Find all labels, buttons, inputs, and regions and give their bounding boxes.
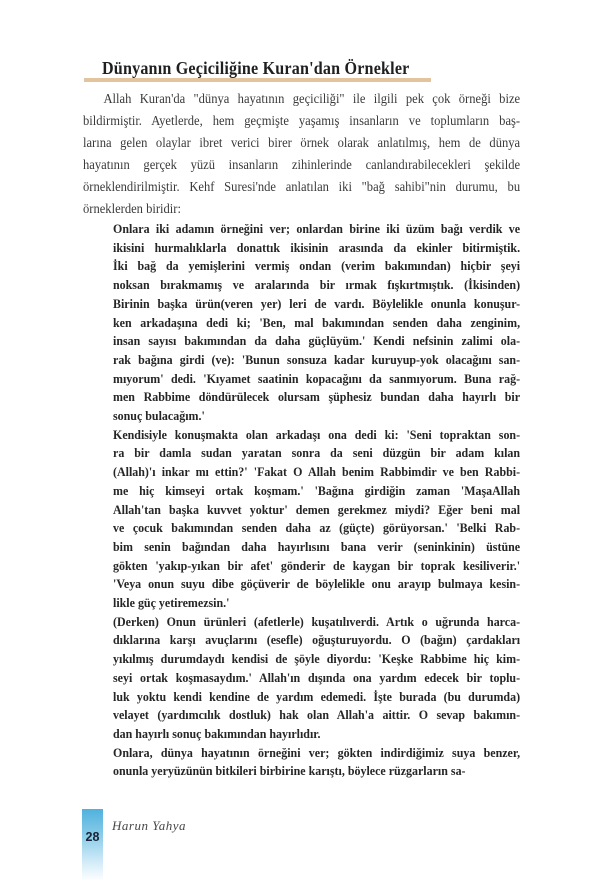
text-line: seyi ortak koşmasaydım.' Allah'ın dışında ona yardım edecek bir toplu- <box>113 669 521 685</box>
text-line: ve çocuk bakımından senden daha az (güçte) görüyorsan.' 'Belki Rab- <box>113 520 521 536</box>
quote-paragraph <box>113 613 520 744</box>
text-line: ikisini hurmalıklarla donattık ikisinin arasında da ekinler bitirmiştik. <box>113 239 521 255</box>
text-line: gökten 'yakıp-yıkan bir afet' gönderir de kaygan bir toprak kesiliverir.' <box>113 557 521 573</box>
text-line: hayatının gerçek yüzü insanların zihinlerinde canlandırabilecekleri şekilde <box>83 157 521 172</box>
text-line: onunla yeryüzünün bitkileri birbirine karıştı, böylece rüzgarların sa- <box>113 763 466 779</box>
text-line: noksan bırakmamış ve aralarında bir ırmak fışkırtmıştık. (İkisinden) <box>113 277 521 293</box>
text-line: ken arkadaşına dedi ki; 'Ben, mal bakımından senden daha zenginim, <box>113 314 521 330</box>
text-line: Kendisiyle konuşmakta olan arkadaşı ona dedi ki: 'Seni topraktan son- <box>113 426 521 442</box>
page-number: 28 <box>85 830 100 844</box>
text-line: sonuç bulacağım.' <box>113 408 205 424</box>
text-line: (Derken) Onun ürünleri (afetlerle) kuşatılıverdi. Artık o uğrunda harca- <box>113 613 521 629</box>
text-line: Onlara, dünya hayatının örneğini ver; gökten indirdiğimiz suya benzer, <box>113 744 521 760</box>
quote-paragraph <box>113 220 520 426</box>
heading-underline <box>84 78 431 82</box>
page-title: Dünyanın Geçiciliğine Kuran'dan Örnekler <box>102 58 410 78</box>
text-line: likle güç yetiremezsin.' <box>113 595 230 611</box>
text-line: luk yoktu kendi kendine de yardım edemedi. İşte burada (bu durumda) <box>113 688 521 704</box>
text-line: yıkılmış durumdaydı kendisi de şöyle diyordu: 'Keşke Rabbime hiç kim- <box>113 651 521 667</box>
quote-paragraph <box>113 426 520 613</box>
page-number-strip <box>82 809 103 881</box>
running-footer-author: Harun Yahya <box>112 818 187 833</box>
quote-paragraph <box>113 744 520 781</box>
text-line: rak bağına girdi (ve): 'Bunun sonsuza kadar kuruyup-yok olacağını san- <box>113 351 521 367</box>
text-line: (Allah)'ı inkar mı ettin?' 'Fakat O Allah benim Rabbimdir ve ben Rabbi- <box>113 464 521 480</box>
intro-paragraph <box>83 88 520 220</box>
text-line: bim senin bağından daha hayırlısını bana verir (seninkinin) üstüne <box>113 538 521 554</box>
text-line: Birinin başka ürün(veren yer) leri de vardı. Böylelikle onunla konuşur- <box>113 295 521 311</box>
text-line: örneklerden biridir: <box>83 201 181 216</box>
text-line: velayet (yardımcılık dostluk) hak olan Allah'a aittir. O sevap bakımın- <box>113 707 521 723</box>
text-line: bildirmiştir. Ayetlerde, hem geçmişte yaşamış insanların ve toplumların baş- <box>83 113 521 128</box>
text-line: 'Veya onun suyu dibe göçüverir de böylelikle onu arayıp bulmaya kesin- <box>113 576 521 592</box>
text-line: insan sayısı bakımından da daha güçlüyüm.' Kendi nefsinin zalimi ola- <box>113 333 521 349</box>
text-line: ra bir damla sudan yaratan sonra da seni düzgün bir adam kılan <box>113 445 521 461</box>
text-line: örneklendirilmiştir. Kehf Suresi'nde anlatılan iki "bağ sahibi"nin durumu, bu <box>83 179 521 194</box>
text-line: dıklarına karşı avuçlarını (esefle) oğuşturuyordu. O (bağın) çardakları <box>113 632 521 648</box>
text-line: men Rabbime döndürülecek olursam şüphesiz bundan daha hayırlı bir <box>113 389 521 405</box>
text-line: Allah Kuran'da "dünya hayatının geçiciliği" ile ilgili pek çok örneği bize <box>103 91 521 106</box>
text-line: dan hayırlı sonuç bakımından hayırlıdır. <box>113 725 321 741</box>
text-line: Onlara iki adamın örneğini ver; onlardan birine iki üzüm bağı verdik ve <box>113 221 521 236</box>
text-line: Allah'tan başka kuvvet yoktur' demen gerekmez miydi? Eğer beni mal <box>113 501 521 517</box>
text-line: mıyorum' dedi. 'Kıyamet saatinin kopacağını da sanmıyorum. Buna rağ- <box>113 370 521 386</box>
text-line: me hiç kimseyi ortak koşmam.' 'Bağına girdiğin zaman 'MaşaAllah <box>113 482 521 498</box>
text-line: larına gelen olaylar ibret verici birer örnek olarak anlatılmış, hem de dünya <box>83 135 521 150</box>
text-line: İki bağ da yemişlerini vermiş ondan (verim bakımından) hiçbir şeyi <box>113 258 521 274</box>
quote-block <box>113 220 520 781</box>
